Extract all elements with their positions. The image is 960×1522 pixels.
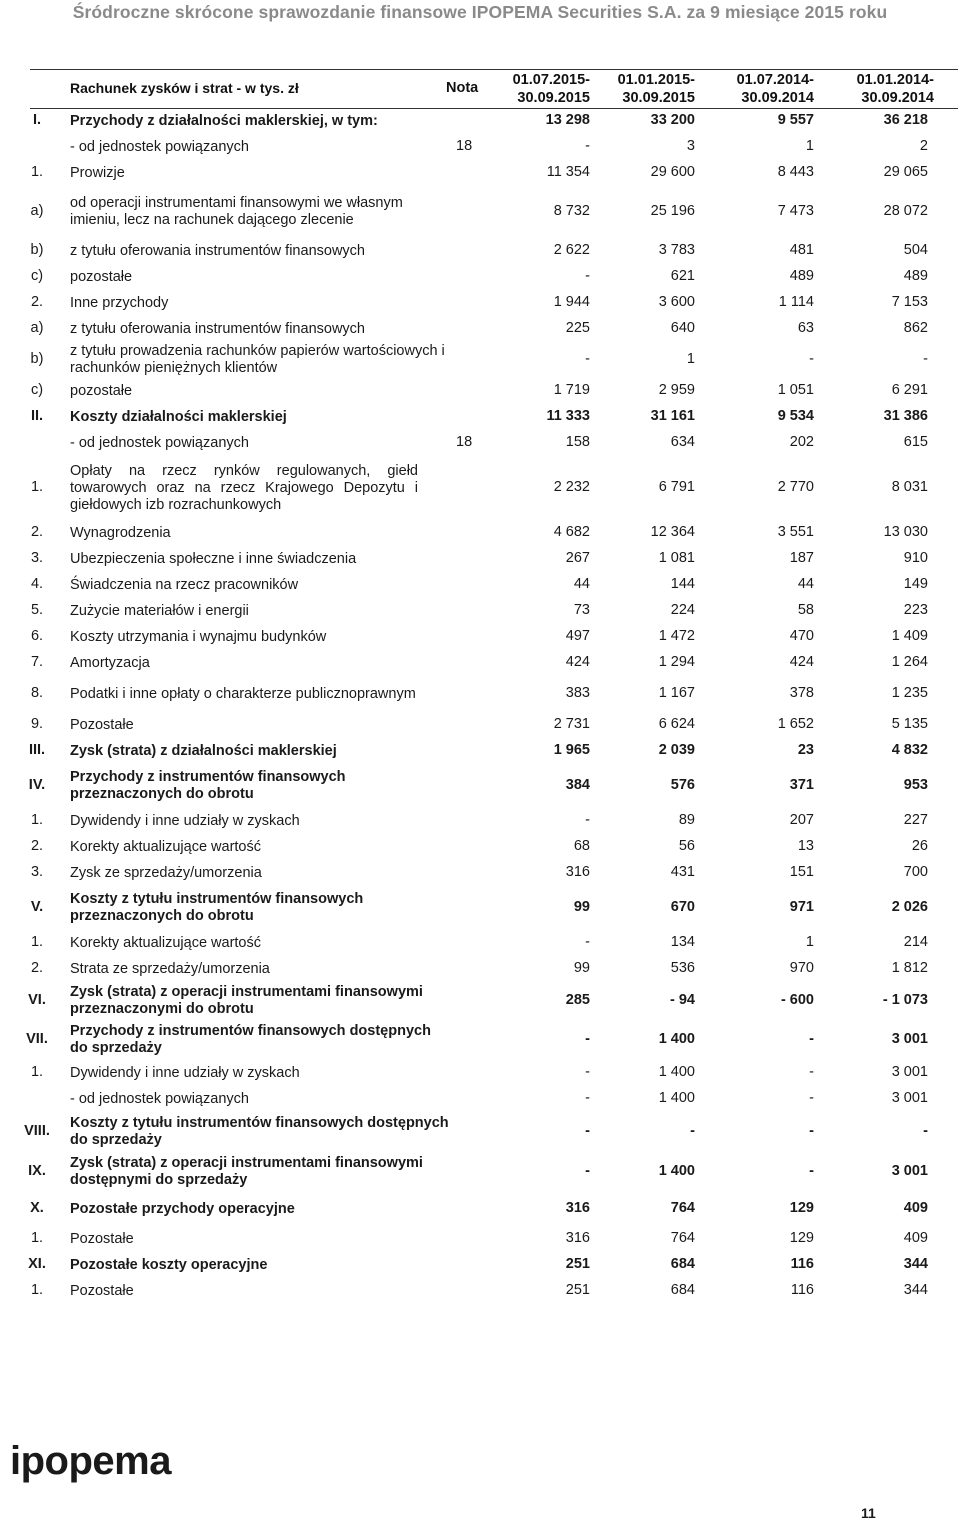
row-label: Inne przychody	[70, 294, 169, 311]
row-label: - od jednostek powiązanych	[70, 138, 249, 155]
row-value-col-4: 700	[903, 864, 928, 880]
row-label: pozostałe	[70, 268, 133, 285]
row-number: 1.	[30, 1064, 44, 1080]
row-value-col-4: 31 386	[883, 408, 928, 424]
row-value-col-3: 1 652	[777, 716, 814, 732]
row-value-col-3: 44	[797, 576, 814, 592]
row-value-col-4: 5 135	[891, 716, 928, 732]
row-number: 9.	[30, 716, 44, 732]
row-value-col-4: 1 264	[891, 654, 928, 670]
table-row	[0, 834, 960, 860]
row-number: 3.	[30, 864, 44, 880]
row-value-col-3: 2 770	[777, 479, 814, 495]
row-value-col-1: 44	[573, 576, 590, 592]
row-label: Podatki i inne opłaty o charakterze publicznoprawnym	[70, 685, 416, 702]
row-value-col-1: 73	[573, 602, 590, 618]
row-value-col-3: 424	[789, 654, 814, 670]
row-value-col-2: 31 161	[650, 408, 695, 424]
row-number: 1.	[30, 1230, 44, 1246]
row-value-col-2: 2 959	[658, 382, 695, 398]
row-value-col-3: 970	[789, 960, 814, 976]
row-value-col-2: 576	[670, 777, 695, 793]
row-value-col-2: 33 200	[650, 112, 695, 128]
table-row	[0, 342, 960, 378]
row-number: 2.	[30, 960, 44, 976]
row-value-col-3: 129	[789, 1200, 814, 1216]
row-number: b)	[30, 242, 44, 258]
row-number: 2.	[30, 524, 44, 540]
row-label: Prowizje	[70, 164, 125, 181]
row-label: pozostałe	[70, 382, 133, 399]
row-value-col-2: 764	[670, 1200, 695, 1216]
logo-text: ipopema	[10, 1441, 171, 1483]
row-value-col-3: -	[809, 1123, 814, 1139]
row-value-col-3: 63	[797, 320, 814, 336]
row-value-col-4: 214	[903, 934, 928, 950]
row-label: Koszty utrzymania i wynajmu budynków	[70, 628, 327, 645]
row-value-col-1: 316	[565, 1230, 590, 1246]
row-value-col-3: 202	[789, 434, 814, 450]
row-label: z tytułu oferowania instrumentów finansowych	[70, 242, 365, 259]
row-value-col-3: 13	[797, 838, 814, 854]
period-header-2: 01.01.2015- 30.09.2015	[617, 72, 695, 106]
table-row	[0, 676, 960, 712]
row-value-col-4: 2 026	[891, 899, 928, 915]
row-value-col-3: 116	[790, 1282, 814, 1298]
page-header-title: Śródroczne skrócone sprawozdanie finansowe IPOPEMA Securities S.A. za 9 miesiące 2015 roku	[72, 2, 888, 22]
table-row	[0, 860, 960, 886]
row-value-col-3: -	[809, 1064, 814, 1080]
row-value-col-1: -	[585, 812, 590, 828]
row-value-col-1: 424	[565, 654, 590, 670]
row-value-col-3: - 600	[780, 992, 814, 1008]
row-value-col-1: 267	[565, 550, 590, 566]
row-value-col-4: - 1 073	[882, 992, 928, 1008]
table-row	[0, 290, 960, 316]
row-value-col-4: 1 409	[891, 628, 928, 644]
row-value-col-2: 3 783	[658, 242, 695, 258]
row-value-col-1: 2 731	[553, 716, 590, 732]
row-number: IX.	[28, 1163, 46, 1179]
row-value-col-2: 3	[686, 138, 695, 154]
row-value-col-1: 2 622	[553, 242, 590, 258]
row-number: III.	[28, 742, 46, 758]
row-value-col-3: 1	[805, 138, 814, 154]
table-row	[0, 1252, 960, 1278]
row-label: Pozostałe koszty operacyjne	[70, 1256, 268, 1273]
row-value-col-4: 862	[903, 320, 928, 336]
row-value-col-2: 1	[686, 351, 695, 367]
row-value-col-1: -	[585, 268, 590, 284]
row-value-col-3: 116	[790, 1256, 814, 1272]
row-value-col-1: 251	[565, 1256, 590, 1272]
row-label: Pozostałe	[70, 1230, 134, 1247]
row-value-col-2: 634	[670, 434, 695, 450]
row-value-col-1: 225	[565, 320, 590, 336]
row-number: a)	[30, 203, 44, 219]
row-value-col-3: 1 051	[777, 382, 814, 398]
row-label: Świadczenia na rzecz pracowników	[70, 576, 299, 593]
table-row	[0, 886, 960, 930]
row-value-col-4: 2	[919, 138, 928, 154]
row-label: Ubezpieczenia społeczne i inne świadczenia	[70, 550, 357, 567]
table-title: Rachunek zysków i strat - w tys. zł	[70, 80, 299, 96]
table-row	[0, 430, 960, 456]
row-label: Zysk (strata) z działalności maklerskiej	[70, 742, 337, 759]
table-row	[0, 1192, 960, 1226]
row-value-col-2: 6 791	[658, 479, 695, 495]
row-value-col-1: 4 682	[553, 524, 590, 540]
row-value-col-3: 7 473	[777, 203, 814, 219]
row-number: 4.	[30, 576, 44, 592]
row-value-col-4: -	[923, 1123, 928, 1139]
row-number: IV.	[28, 777, 46, 793]
table-row	[0, 404, 960, 430]
row-label: Wynagrodzenia	[70, 524, 171, 541]
nota-header: Nota	[446, 80, 479, 96]
row-number: 2.	[30, 838, 44, 854]
table-row	[0, 238, 960, 264]
row-value-col-3: -	[809, 1163, 814, 1179]
row-value-col-2: 29 600	[650, 164, 695, 180]
row-value-col-3: 1 114	[778, 294, 814, 310]
row-label: Opłaty na rzecz rynków regulowanych, giełd towarowych oraz na rzecz Krajowego Depozytu i giełdowych izb rozrachunkowych	[70, 462, 418, 513]
row-value-col-3: 129	[789, 1230, 814, 1246]
row-value-col-2: 2 039	[658, 742, 695, 758]
period-header-4: 01.01.2014- 30.09.2014	[856, 72, 934, 106]
row-label: - od jednostek powiązanych	[70, 434, 249, 451]
table-row	[0, 134, 960, 160]
row-label: Zużycie materiałów i energii	[70, 602, 249, 619]
row-label: Pozostałe	[70, 716, 134, 733]
row-value-col-1: 1 719	[553, 382, 590, 398]
row-value-col-4: 3 001	[891, 1031, 928, 1047]
row-value-col-3: 58	[797, 602, 814, 618]
row-value-col-4: 4 832	[891, 742, 928, 758]
row-value-col-1: 11 354	[546, 164, 590, 180]
row-number: 1.	[30, 812, 44, 828]
row-value-col-1: 158	[565, 434, 590, 450]
table-row	[0, 160, 960, 186]
row-value-col-1: 1 944	[553, 294, 590, 310]
row-value-col-3: -	[809, 1090, 814, 1106]
row-nota: 18	[456, 434, 473, 450]
row-value-col-4: 1 235	[891, 685, 928, 701]
row-value-col-2: 144	[670, 576, 695, 592]
table-row	[0, 572, 960, 598]
table-row	[0, 316, 960, 342]
row-value-col-4: 7 153	[891, 294, 928, 310]
table-row	[0, 624, 960, 650]
row-number: 8.	[30, 685, 44, 701]
table-row	[0, 264, 960, 290]
row-value-col-4: -	[923, 351, 928, 367]
row-number: VII.	[26, 1031, 48, 1047]
row-number: VI.	[28, 992, 46, 1008]
row-value-col-4: 3 001	[891, 1090, 928, 1106]
table-row	[0, 738, 960, 764]
table-row	[0, 598, 960, 624]
row-label: Pozostałe	[70, 1282, 134, 1299]
row-value-col-1: 316	[565, 1200, 590, 1216]
row-value-col-3: 9 557	[777, 112, 814, 128]
row-value-col-4: 489	[903, 268, 928, 284]
row-value-col-4: 409	[903, 1230, 928, 1246]
table-row	[0, 956, 960, 982]
row-value-col-2: 1 400	[658, 1064, 695, 1080]
row-number: c)	[30, 268, 44, 284]
row-value-col-1: 99	[573, 899, 590, 915]
row-value-col-3: 9 534	[777, 408, 814, 424]
row-number: a)	[30, 320, 44, 336]
table-row	[0, 456, 960, 520]
row-value-col-2: 1 400	[658, 1163, 695, 1179]
row-number: II.	[30, 408, 44, 424]
row-label: od operacji instrumentami finansowymi we własnym imieniu, lecz na rachunek dającego zlecenie	[70, 195, 403, 228]
row-value-col-2: 684	[670, 1256, 695, 1272]
row-value-col-2: 684	[670, 1282, 695, 1298]
ipopema-logo	[10, 1441, 200, 1489]
row-value-col-4: 504	[903, 242, 928, 258]
row-value-col-1: -	[585, 1123, 590, 1139]
row-number: XI.	[28, 1256, 46, 1272]
row-label: z tytułu oferowania instrumentów finansowych	[70, 320, 365, 337]
table-header	[0, 70, 960, 108]
row-label: Koszty z tytułu instrumentów finansowych dostępnych do sprzedaży	[70, 1115, 449, 1148]
row-value-col-2: 640	[670, 320, 695, 336]
table-row	[0, 808, 960, 834]
row-value-col-4: 149	[903, 576, 928, 592]
row-label: Koszty działalności maklerskiej	[70, 408, 287, 425]
row-value-col-2: 670	[670, 899, 695, 915]
row-value-col-1: 285	[565, 992, 590, 1008]
row-value-col-1: -	[585, 1064, 590, 1080]
row-value-col-2: 25 196	[650, 203, 695, 219]
row-value-col-3: 8 443	[777, 164, 814, 180]
table-row	[0, 1112, 960, 1152]
row-label: Przychody z instrumentów finansowych przeznaczonych do obrotu	[70, 769, 346, 802]
row-value-col-2: 89	[678, 812, 695, 828]
row-value-col-1: 1 965	[553, 742, 590, 758]
row-value-col-2: 6 624	[658, 716, 695, 732]
row-label: Przychody z działalności maklerskiej, w tym:	[70, 112, 378, 129]
row-label: Dywidendy i inne udziały w zyskach	[70, 1064, 300, 1081]
table-row	[0, 712, 960, 738]
row-value-col-1: 99	[573, 960, 590, 976]
row-value-col-4: 29 065	[883, 164, 928, 180]
row-value-col-2: 431	[670, 864, 695, 880]
row-value-col-4: 8 031	[891, 479, 928, 495]
row-number: 7.	[30, 654, 44, 670]
table-row	[0, 1278, 960, 1304]
row-value-col-4: 1 812	[891, 960, 928, 976]
row-number: V.	[30, 899, 44, 915]
row-number: b)	[30, 351, 44, 367]
table-row	[0, 1060, 960, 1086]
row-value-col-3: -	[809, 351, 814, 367]
row-label: Dywidendy i inne udziały w zyskach	[70, 812, 300, 829]
row-number: 1.	[30, 164, 44, 180]
row-value-col-4: 3 001	[891, 1163, 928, 1179]
row-value-col-1: 2 232	[553, 479, 590, 495]
row-value-col-3: 23	[797, 742, 814, 758]
row-number: 3.	[30, 550, 44, 566]
row-value-col-2: 224	[670, 602, 695, 618]
row-value-col-4: 28 072	[883, 203, 928, 219]
row-value-col-2: 56	[678, 838, 695, 854]
row-value-col-2: 621	[670, 268, 695, 284]
row-number: 6.	[30, 628, 44, 644]
row-label: Zysk (strata) z operacji instrumentami finansowymi dostępnymi do sprzedaży	[70, 1155, 423, 1188]
table-row	[0, 1152, 960, 1192]
row-value-col-2: -	[690, 1123, 695, 1139]
row-value-col-4: 910	[903, 550, 928, 566]
table-row	[0, 1020, 960, 1060]
row-value-col-4: 6 291	[891, 382, 928, 398]
row-value-col-4: 36 218	[883, 112, 928, 128]
row-number: 2.	[30, 294, 44, 310]
row-value-col-1: -	[585, 934, 590, 950]
row-value-col-3: 481	[789, 242, 814, 258]
row-value-col-2: 1 081	[658, 550, 695, 566]
table-row	[0, 546, 960, 572]
row-value-col-4: 953	[903, 777, 928, 793]
row-value-col-3: 971	[789, 899, 814, 915]
table-row	[0, 108, 960, 134]
row-label: Pozostałe przychody operacyjne	[70, 1200, 295, 1217]
row-label: z tytułu prowadzenia rachunków papierów wartościowych i rachunków pieniężnych klientów	[70, 343, 445, 376]
row-value-col-1: -	[585, 1031, 590, 1047]
row-value-col-3: 470	[789, 628, 814, 644]
row-value-col-3: 187	[789, 550, 814, 566]
row-value-col-3: -	[809, 1031, 814, 1047]
table-row	[0, 1086, 960, 1112]
row-value-col-1: 316	[565, 864, 590, 880]
row-value-col-3: 1	[805, 934, 814, 950]
row-number: 5.	[30, 602, 44, 618]
row-value-col-3: 207	[789, 812, 814, 828]
row-value-col-2: 764	[670, 1230, 695, 1246]
row-number: 1.	[30, 1282, 44, 1298]
period-header-3: 01.07.2014- 30.09.2014	[736, 72, 814, 106]
row-number: I.	[32, 112, 42, 128]
row-label: Korekty aktualizujące wartość	[70, 838, 261, 855]
row-label: Amortyzacja	[70, 654, 150, 671]
row-value-col-2: 1 400	[658, 1090, 695, 1106]
table-row	[0, 650, 960, 676]
row-number: VIII.	[24, 1123, 50, 1139]
row-label: Zysk ze sprzedaży/umorzenia	[70, 864, 262, 881]
row-value-col-3: 371	[789, 777, 814, 793]
row-value-col-4: 227	[903, 812, 928, 828]
row-value-col-3: 489	[789, 268, 814, 284]
row-value-col-2: 3 600	[658, 294, 695, 310]
row-value-col-4: 223	[903, 602, 928, 618]
row-value-col-2: 1 472	[658, 628, 695, 644]
row-value-col-1: 384	[565, 777, 590, 793]
row-label: Przychody z instrumentów finansowych dostępnych do sprzedaży	[70, 1023, 431, 1056]
row-value-col-1: 497	[565, 628, 590, 644]
row-value-col-2: 1 400	[658, 1031, 695, 1047]
page-number: 11	[861, 1505, 876, 1521]
row-value-col-1: 383	[565, 685, 590, 701]
row-value-col-2: 134	[670, 934, 695, 950]
row-value-col-1: -	[585, 1090, 590, 1106]
row-value-col-4: 409	[903, 1200, 928, 1216]
table-row	[0, 378, 960, 404]
row-value-col-2: 1 294	[658, 654, 695, 670]
row-value-col-4: 615	[903, 434, 928, 450]
row-label: Strata ze sprzedaży/umorzenia	[70, 960, 270, 977]
row-value-col-4: 26	[911, 838, 928, 854]
row-value-col-1: -	[585, 1163, 590, 1179]
row-value-col-3: 378	[789, 685, 814, 701]
table-row	[0, 520, 960, 546]
table-row	[0, 982, 960, 1020]
row-value-col-1: 11 333	[546, 408, 590, 424]
row-value-col-3: 3 551	[777, 524, 814, 540]
row-label: - od jednostek powiązanych	[70, 1090, 249, 1107]
table-row	[0, 1226, 960, 1252]
row-label: Koszty z tytułu instrumentów finansowych przeznaczonych do obrotu	[70, 891, 364, 924]
row-value-col-4: 344	[903, 1256, 928, 1272]
row-value-col-2: - 94	[670, 992, 695, 1008]
row-number: X.	[30, 1200, 44, 1216]
row-value-col-3: 151	[789, 864, 814, 880]
row-value-col-4: 344	[903, 1282, 928, 1298]
row-value-col-1: 13 298	[545, 112, 590, 128]
table-row	[0, 930, 960, 956]
row-value-col-1: -	[585, 138, 590, 154]
row-value-col-1: 68	[573, 838, 590, 854]
row-value-col-4: 13 030	[883, 524, 928, 540]
row-value-col-2: 536	[670, 960, 695, 976]
row-value-col-1: 251	[565, 1282, 590, 1298]
row-number: c)	[30, 382, 44, 398]
income-statement-table	[0, 108, 960, 1304]
row-number: 1.	[30, 934, 44, 950]
row-number: 1.	[30, 479, 44, 495]
row-label: Zysk (strata) z operacji instrumentami finansowymi przeznaczonymi do obrotu	[70, 984, 423, 1017]
row-nota: 18	[456, 138, 473, 154]
row-value-col-1: -	[585, 351, 590, 367]
table-row	[0, 186, 960, 238]
row-value-col-2: 12 364	[650, 524, 695, 540]
row-value-col-4: 3 001	[891, 1064, 928, 1080]
row-label: Korekty aktualizujące wartość	[70, 934, 261, 951]
row-value-col-1: 8 732	[553, 203, 590, 219]
period-header-1: 01.07.2015- 30.09.2015	[512, 72, 590, 106]
table-row	[0, 764, 960, 808]
row-value-col-2: 1 167	[658, 685, 695, 701]
